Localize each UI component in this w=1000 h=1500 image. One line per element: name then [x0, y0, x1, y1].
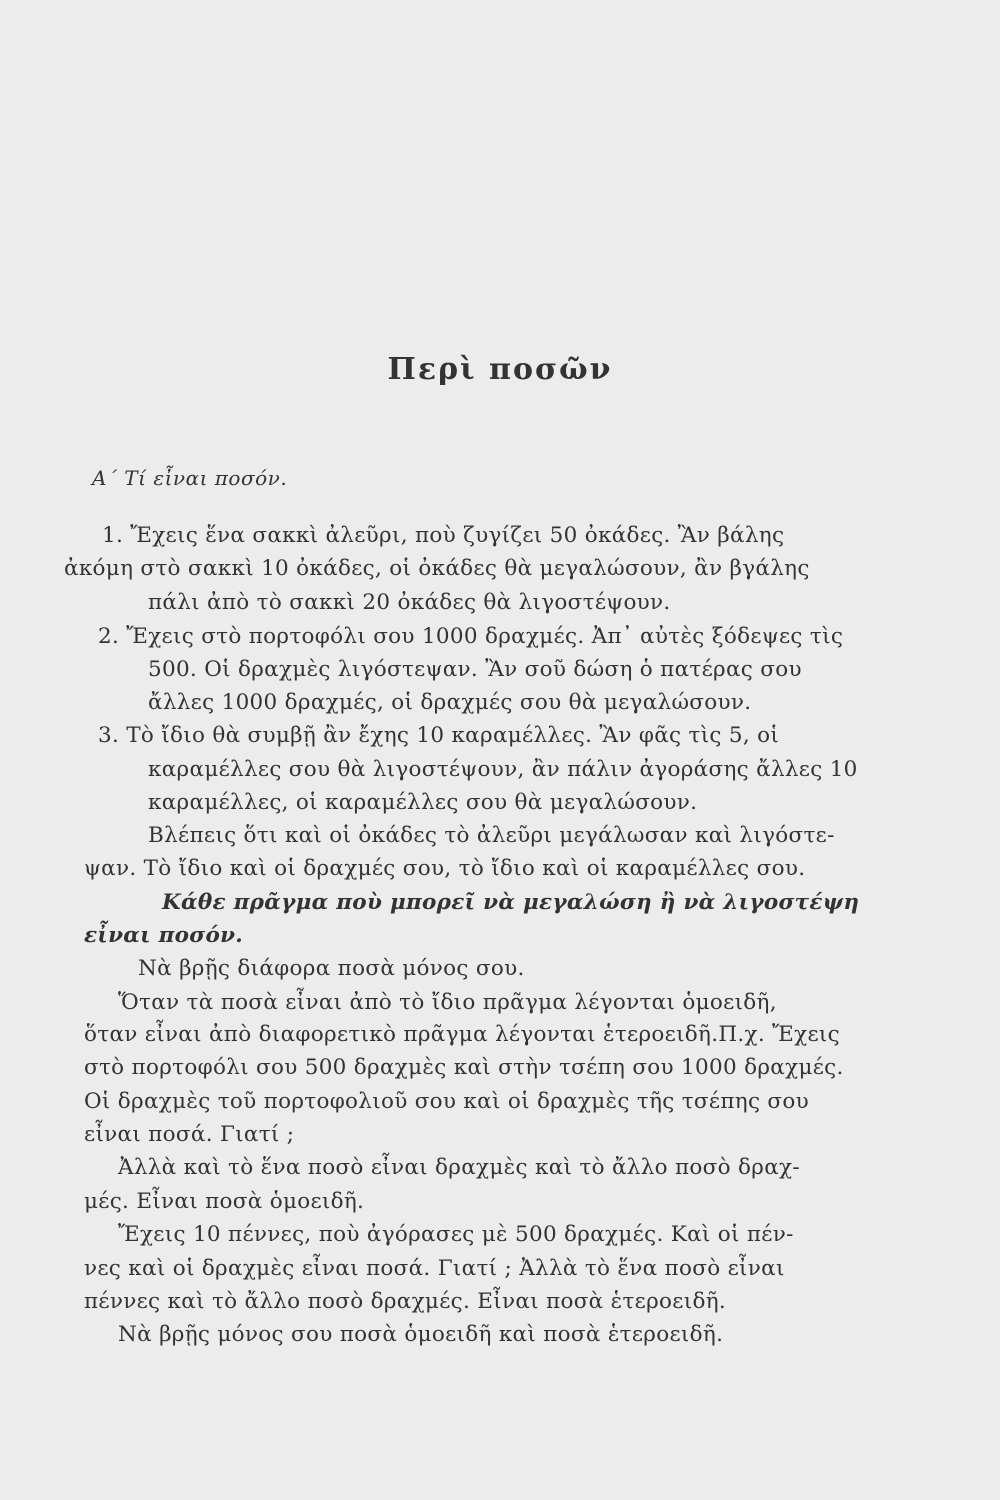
text-line: εἶναι ποσά. Γιατί ; — [84, 1122, 295, 1147]
text-line: καραμέλλες, οἱ καραμέλλες σου θὰ μεγαλώσουν. — [148, 790, 698, 815]
text-line: πέννες καὶ τὸ ἄλλο ποσὸ δραχμές. Εἶναι ποσὰ ἑτεροειδῆ. — [84, 1289, 727, 1314]
text-line: στὸ πορτοφόλι σου 500 δραχμὲς καὶ στὴν τσέπη σου 1000 δραχμές. — [84, 1055, 844, 1080]
text-line: Νὰ βρῇς μόνος σου ποσὰ ὁμοειδῆ καὶ ποσὰ ἑτεροειδῆ. — [118, 1322, 724, 1347]
text-line: 3. Τὸ ἴδιο θὰ συμβῇ ἂν ἔχης 10 καραμέλλες. Ἂν φᾶς τὶς 5, οἱ — [98, 723, 780, 748]
text-line: Οἱ δραχμὲς τοῦ πορτοφολιοῦ σου καὶ οἱ δραχμὲς τῆς τσέπης σου — [84, 1089, 810, 1114]
text-line: Ἀλλὰ καὶ τὸ ἕνα ποσὸ εἶναι δραχμὲς καὶ τὸ ἄλλο ποσὸ δραχ- — [118, 1155, 800, 1180]
text-line: καραμέλλες σου θὰ λιγοστέψουν, ἂν πάλιν ἀγοράσης ἄλλες 10 — [148, 757, 858, 782]
text-line: Βλέπεις ὅτι καὶ οἱ ὀκάδες τὸ ἀλεῦρι μεγάλωσαν καὶ λιγόστε- — [148, 823, 835, 848]
text-line: Ὅταν τὰ ποσὰ εἶναι ἀπὸ τὸ ἴδιο πρᾶγμα λέγονται ὁμοειδῆ, — [118, 990, 777, 1015]
text-line: ψαν. Τὸ ἴδιο καὶ οἱ δραχμές σου, τὸ ἴδιο καὶ οἱ καραμέλλες σου. — [84, 856, 806, 881]
text-line: 2. Ἔχεις στὸ πορτοφόλι σου 1000 δραχμές. Ἀπ᾿ αὐτὲς ξόδεψες τὶς — [98, 624, 844, 649]
page-title: Περὶ ποσῶν — [387, 352, 613, 387]
text-line: Ἔχεις 10 πέννες, ποὺ ἀγόρασες μὲ 500 δραχμές. Καὶ οἱ πέν- — [118, 1222, 794, 1247]
text-line: νες καὶ οἱ δραχμὲς εἶναι ποσά. Γιατί ; Ἀλλὰ τὸ ἕνα ποσὸ εἶναι — [84, 1256, 785, 1281]
text-line: πάλι ἀπὸ τὸ σακκὶ 20 ὀκάδες θὰ λιγοστέψουν. — [148, 590, 671, 615]
text-line: ἄλλες 1000 δραχμές, οἱ δραχμές σου θὰ μεγαλώσουν. — [148, 690, 752, 715]
text-line: ὅταν εἶναι ἀπὸ διαφορετικὸ πρᾶγμα λέγονται ἑτεροειδῆ.Π.χ. Ἔχεις — [84, 1022, 840, 1047]
definition-line: εἶναι ποσόν. — [84, 923, 244, 948]
text-line: μές. Εἶναι ποσὰ ὁμοειδῆ. — [84, 1189, 365, 1214]
section-heading: Α΄ Τί εἶναι ποσόν. — [92, 466, 288, 490]
text-line: 500. Οἱ δραχμὲς λιγόστεψαν. Ἂν σοῦ δώση ὁ πατέρας σου — [148, 657, 802, 682]
definition-line: Κάθε πρᾶγμα ποὺ μπορεῖ νὰ μεγαλώση ἢ νὰ λιγοστέψη — [162, 890, 860, 915]
text-line: ἀκόμη στὸ σακκὶ 10 ὀκάδες, οἱ ὀκάδες θὰ μεγαλώσουν, ἂν βγάλης — [64, 556, 810, 581]
text-line: 1. Ἔχεις ἕνα σακκὶ ἀλεῦρι, ποὺ ζυγίζει 50 ὀκάδες. Ἂν βάλης — [102, 523, 785, 548]
text-line: Νὰ βρῇς διάφορα ποσὰ μόνος σου. — [138, 956, 525, 981]
